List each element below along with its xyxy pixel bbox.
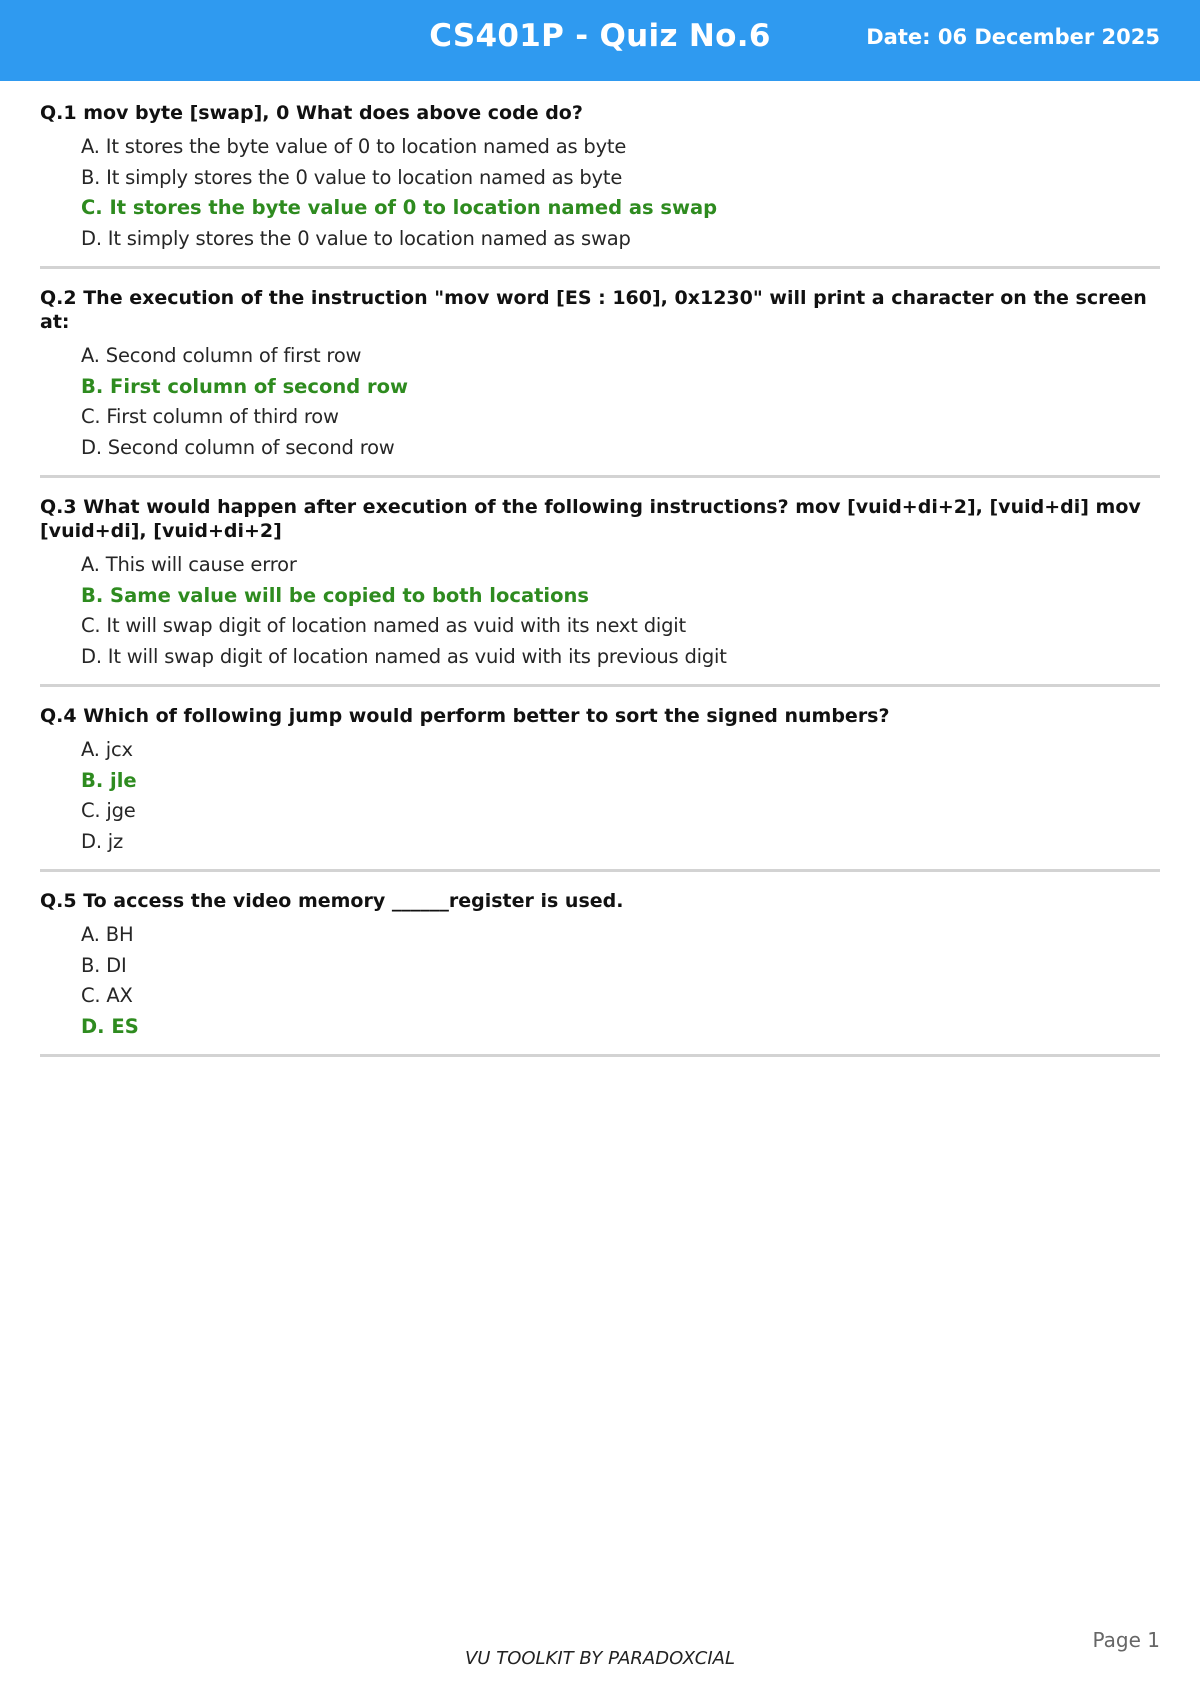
option-b-correct-answer: B. Same value will be copied to both locations <box>81 583 589 607</box>
option-b-correct-answer: B. jle <box>81 768 137 792</box>
option-a: A. This will cause error <box>81 553 297 576</box>
question-2 <box>40 286 1160 478</box>
option-a: A. BH <box>81 923 134 946</box>
option-list <box>40 132 1160 254</box>
question-text: Q.5 To access the video memory ______register is used. <box>40 890 624 912</box>
option-b: B. It simply stores the 0 value to location named as byte <box>81 165 623 189</box>
question-list <box>40 101 1160 1074</box>
question-4 <box>40 704 1160 872</box>
option-list <box>40 735 1160 857</box>
quiz-date: Date: 06 December 2025 <box>866 25 1160 49</box>
option-b-correct-answer: B. First column of second row <box>81 374 409 398</box>
option-c: C. First column of third row <box>81 405 339 428</box>
option-d-correct-answer: D. ES <box>81 1014 139 1038</box>
question-5 <box>40 889 1160 1057</box>
question-text: Q.3 What would happen after execution of the following instructions? mov [vuid+di+2], [vuid+di] mov [vuid+di], [vuid+di+2] <box>40 496 1141 542</box>
question-text: Q.4 Which of following jump would perform better to sort the signed numbers? <box>40 705 890 727</box>
option-a: A. It stores the byte value of 0 to location named as byte <box>81 135 627 158</box>
option-c: C. AX <box>81 984 133 1007</box>
option-d: D. It will swap digit of location named as vuid with its previous digit <box>81 644 727 668</box>
question-3 <box>40 495 1160 687</box>
option-a: A. Second column of first row <box>81 344 362 367</box>
question-text: Q.2 The execution of the instruction "mov word [ES : 160], 0x1230" will print a character on the screen at: <box>40 287 1147 333</box>
page-header <box>0 0 1200 81</box>
option-list <box>40 550 1160 672</box>
option-c-correct-answer: C. It stores the byte value of 0 to location named as swap <box>81 196 718 219</box>
option-b: B. DI <box>81 953 127 977</box>
page-number: Page 1 <box>1092 1628 1160 1652</box>
option-list <box>40 341 1160 463</box>
option-c: C. jge <box>81 799 136 822</box>
option-c: C. It will swap digit of location named as vuid with its next digit <box>81 614 686 637</box>
option-d: D. jz <box>81 829 124 853</box>
question-text: Q.1 mov byte [swap], 0 What does above code do? <box>40 102 583 124</box>
option-a: A. jcx <box>81 738 133 761</box>
quiz-title: CS401P - Quiz No.6 <box>429 18 771 54</box>
option-d: D. It simply stores the 0 value to location named as swap <box>81 226 631 250</box>
footer-credit: VU TOOLKIT BY PARADOXCIAL <box>464 1648 736 1669</box>
option-list <box>40 920 1160 1042</box>
option-d: D. Second column of second row <box>81 435 395 459</box>
question-1 <box>40 101 1160 269</box>
